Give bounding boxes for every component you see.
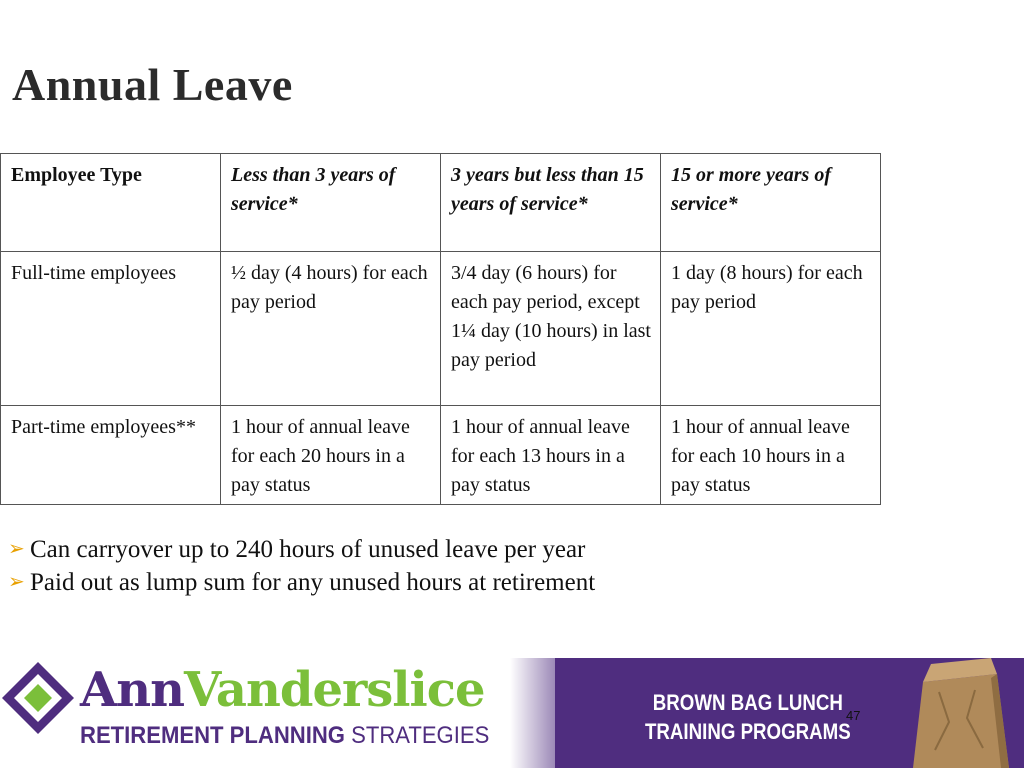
- table-cell: Full-time employees: [1, 252, 221, 406]
- table-row: [1, 406, 881, 505]
- diamond-logo-icon: [0, 660, 76, 736]
- page-number: 47: [846, 708, 861, 723]
- paper-bag-icon: [905, 652, 1015, 768]
- arrow-bullet-icon: ➢: [8, 538, 25, 560]
- table-cell: 1 day (8 hours) for each pay period: [661, 252, 881, 406]
- brand-name: [80, 664, 485, 716]
- banner-line-2: TRAINING PROGRAMS: [645, 719, 851, 744]
- list-item: [8, 533, 595, 566]
- header-less-than-3-years: Less than 3 years of service*: [221, 154, 441, 252]
- table-header-row: [1, 154, 881, 252]
- banner-text: [645, 688, 851, 746]
- table-cell: ½ day (4 hours) for each pay period: [221, 252, 441, 406]
- arrow-bullet-icon: ➢: [8, 571, 25, 593]
- footer-banner: [0, 648, 1024, 768]
- header-employee-type: Employee Type: [1, 154, 221, 252]
- brand-logo: [0, 648, 560, 768]
- table-cell: 1 hour of annual leave for each 20 hours in a pay status: [221, 406, 441, 505]
- tagline-bold: RETIREMENT PLANNING: [80, 722, 345, 749]
- table-row: [1, 252, 881, 406]
- table-cell: 1 hour of annual leave for each 10 hours in a pay status: [661, 406, 881, 505]
- table-cell: 3/4 day (6 hours) for each pay period, except 1¼ day (10 hours) in last pay period: [441, 252, 661, 406]
- annual-leave-table: [0, 153, 881, 505]
- brand-first-name: Ann: [80, 662, 185, 718]
- header-15-plus-years: 15 or more years of service*: [661, 154, 881, 252]
- brand-tagline: [80, 722, 489, 750]
- slide-title: Annual Leave: [12, 59, 293, 110]
- bullet-list: [8, 533, 595, 599]
- banner-line-1: BROWN BAG LUNCH: [652, 690, 843, 715]
- brand-last-name: Vanderslice: [184, 662, 485, 718]
- header-3-to-15-years: 3 years but less than 15 years of service*: [441, 154, 661, 252]
- list-item: [8, 566, 595, 599]
- table-cell: Part-time employees**: [1, 406, 221, 505]
- table-cell: 1 hour of annual leave for each 13 hours in a pay status: [441, 406, 661, 505]
- bullet-text: Paid out as lump sum for any unused hours at retirement: [30, 569, 596, 596]
- tagline-light: STRATEGIES: [351, 722, 490, 749]
- bullet-text: Can carryover up to 240 hours of unused leave per year: [30, 536, 586, 563]
